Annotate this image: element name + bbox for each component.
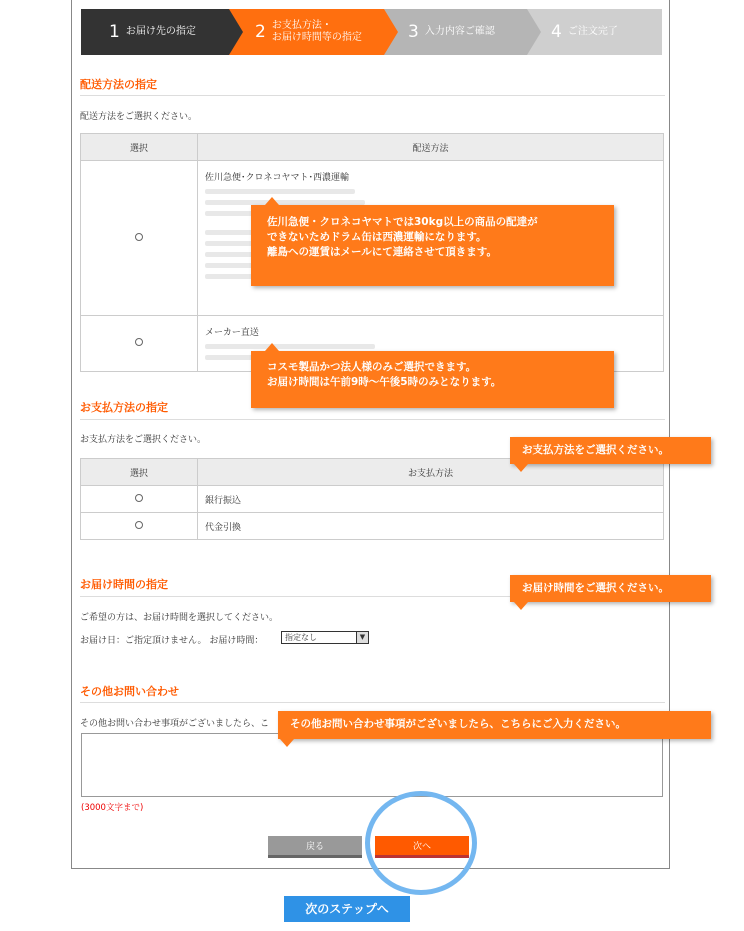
shipping-section-title: 配送方法の指定: [80, 78, 157, 91]
step-2-label: [272, 20, 362, 44]
step-progress-bar: [81, 9, 662, 55]
shipping-radio-cell: [81, 161, 198, 316]
step-4-label: ご注文完了: [567, 26, 618, 37]
delivery-date-label: お届け日：ご指定頂けません。 お届け時間：: [80, 636, 264, 646]
step-arrow: [527, 9, 541, 55]
payment-table: [80, 458, 664, 540]
payment-note: お支払方法をご選択ください。: [80, 435, 207, 445]
payment-section-title: お支払方法の指定: [80, 401, 168, 414]
step-3: [384, 9, 527, 55]
callout-text: お届け時間は午前9時～午後5時のみとなります。: [267, 376, 502, 388]
shipping-note: 配送方法をご選択ください。: [80, 112, 198, 122]
next-button[interactable]: 次へ: [375, 836, 469, 858]
shipping-option-1-label: 佐川急便･クロネコヤマト･西濃運輸: [205, 173, 350, 183]
callout-text: コスモ製品かつ法人様のみご選択できます。: [267, 361, 477, 373]
callout-text: その他お問い合わせ事項がございましたら、こちらにご入力ください。: [290, 718, 626, 730]
callout-tail: [514, 464, 528, 472]
step-4: [527, 9, 662, 55]
payment-option-1-radio[interactable]: [135, 494, 143, 502]
inquiry-callout: [278, 711, 711, 739]
delivery-time-select[interactable]: [281, 631, 369, 644]
step-1: [81, 9, 229, 55]
step-arrow: [384, 9, 398, 55]
section-divider: [80, 95, 665, 96]
callout-text: 佐川急便・クロネコヤマトでは30kg以上の商品の配達が: [267, 216, 538, 228]
delivery-time-note: ご希望の方は、お届け時間を選択してください。: [80, 613, 279, 623]
shipping-col-select: 選択: [81, 134, 198, 161]
table-row: [81, 513, 664, 540]
step-4-number: 4: [551, 22, 562, 42]
blurred-text: [205, 344, 375, 349]
callout-text: 離島への運賃はメールにて連絡させて頂きます。: [267, 246, 497, 258]
shipping-callout-1: [251, 205, 614, 286]
payment-col-select: 選択: [81, 459, 198, 486]
inquiry-section-title: その他お問い合わせ: [80, 685, 179, 698]
blurred-text: [205, 189, 355, 194]
shipping-option-2-radio[interactable]: [135, 338, 143, 346]
delivery-time-value: 指定なし: [285, 633, 317, 642]
shipping-callout-2: [251, 351, 614, 408]
time-callout: [510, 575, 711, 602]
payment-radio-cell: [81, 513, 198, 540]
inquiry-char-limit: (3000文字まで): [81, 803, 144, 813]
table-row: [81, 486, 664, 513]
callout-tail: [514, 602, 528, 610]
step-1-label: お届け先の指定: [125, 26, 196, 37]
callout-text: お支払方法をご選択ください。: [522, 444, 669, 456]
payment-option-1-label: 銀行振込: [198, 486, 664, 513]
payment-col-method: お支払方法: [198, 459, 664, 486]
step-arrow: [229, 9, 243, 55]
chevron-down-icon[interactable]: ▼: [356, 632, 368, 643]
callout-text: できないためドラム缶は西濃運輸になります。: [267, 231, 487, 243]
payment-option-2-label: 代金引換: [198, 513, 664, 540]
section-divider: [80, 419, 665, 420]
shipping-option-1-radio[interactable]: [135, 233, 143, 241]
step-2-label-line2: お届け時間等の指定: [271, 32, 362, 43]
section-divider: [80, 702, 665, 703]
callout-text: お届け時間をご選択ください。: [522, 582, 669, 594]
step-2-label-line1: お支払方法・: [271, 20, 332, 31]
next-step-label: 次のステップへ: [284, 896, 410, 922]
delivery-time-section-title: お届け時間の指定: [80, 578, 168, 591]
callout-tail: [280, 739, 294, 747]
callout-tail: [265, 197, 279, 205]
payment-callout: [510, 437, 711, 464]
payment-option-2-radio[interactable]: [135, 521, 143, 529]
inquiry-note: その他お問い合わせ事項がございましたら、こ: [80, 719, 270, 729]
step-2: [229, 9, 384, 55]
step-1-number: 1: [109, 22, 120, 42]
step-3-label: 入力内容ご確認: [424, 26, 495, 37]
payment-radio-cell: [81, 486, 198, 513]
callout-tail: [265, 343, 279, 351]
highlight-circle: [365, 791, 477, 895]
back-button[interactable]: 戻る: [268, 836, 362, 858]
step-2-number: 2: [255, 22, 266, 42]
shipping-col-method: 配送方法: [198, 134, 664, 161]
inquiry-textarea[interactable]: [81, 733, 663, 797]
step-3-number: 3: [408, 22, 419, 42]
shipping-radio-cell: [81, 316, 198, 372]
shipping-option-2-label: メーカー直送: [205, 328, 259, 338]
